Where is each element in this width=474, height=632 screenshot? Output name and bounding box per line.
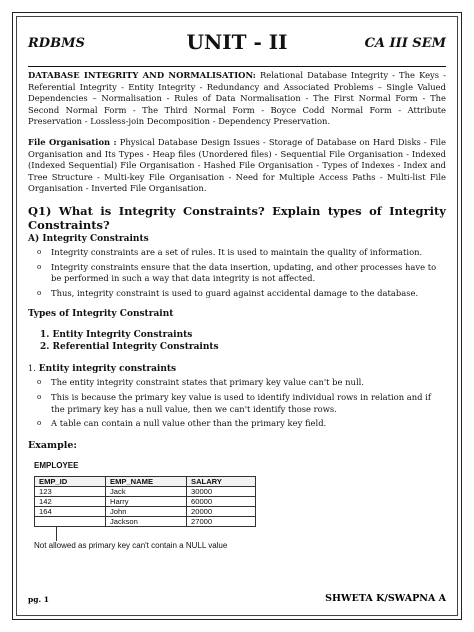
table-row [35,486,256,496]
page-number: pg. 1 [28,595,49,604]
header-subject: RDBMS [28,36,85,51]
list-item: 2. Referential Integrity Constraints [40,342,219,353]
types-list [28,329,446,353]
header-rule [28,66,446,67]
table-cell: Jackson [106,516,187,526]
circle-bullet-icon: o [37,419,42,428]
entity-heading-text: Entity integrity constraints [35,364,177,375]
bullet-text: Integrity constraints are a set of rules. It is used to maintain the quality of information. [51,246,423,257]
table-cell: 164 [35,506,106,516]
bullet-text: Integrity constraints ensure that the data insertion, updating, and other processes have to be performed in such a way that data integrity is not affected. [51,261,437,284]
header-unit: UNIT - II [186,30,288,54]
circle-bullet-icon: o [37,378,42,387]
circle-bullet-icon: o [37,247,42,256]
null-note-text: Not allowed as primary key can't contain a NULL value [34,540,228,550]
table-row [35,516,256,526]
db-integrity-text: Relational Database Integrity - The Keys - Referential Integrity - Entity Integrity - Redundancy and Associated Problems – Single Valued Dependencies – Normalisation - Rules of Data Normalisation - The First Normal Form - The Second Normal Form - The Third Normal Form - Boyce Codd Normal Form - Attribute Preservation - Lossless-join Decomposition - Dependency Preservation. [28,70,446,127]
table-cell: 20000 [187,506,256,516]
footer-author: SHWETA K/SWAPNA A [325,593,446,604]
bullet-text: Thus, integrity constraint is used to guard against accidental damage to the database. [51,287,419,298]
table-cell [35,516,106,526]
table-cell: 27000 [187,516,256,526]
entity-heading-number: 1. [28,364,36,374]
integrity-bullet-list [28,247,446,299]
bullet-text: The entity integrity constraint states that primary key value can't be null. [51,377,364,388]
list-item [28,418,446,430]
table-row [35,506,256,516]
syllabus-db-integrity [28,70,446,128]
example-label: Example: [28,439,77,451]
table-cell: 60000 [187,496,256,506]
page-content [28,32,446,553]
list-item [28,262,446,285]
callout-line [56,527,57,541]
list-item: 1. Entity Integrity Constraints [40,330,193,341]
table-cell: Harry [106,496,187,506]
file-org-text: Physical Database Design Issues - Storage of Database on Hard Disks - File Organisation and Its Types - Heap files (Unordered files) - Sequential File Organisation - Indexed (Indexed Sequential) File Organisation - Hashed File Organisation - Types of Indexes - Index and Tree Structure - Multi-key File Organisation - Need for Multiple Access Paths - Multi-list File Organisation - Inverted File Organisation. [28,136,446,194]
bullet-text: A table can contain a null value other than the primary key field. [51,418,327,429]
entity-heading [28,364,446,374]
list-item [28,377,446,389]
table-row [35,496,256,506]
employee-table-title: EMPLOYEE [34,460,79,470]
list-item [28,247,446,259]
table-header-row [35,476,256,486]
page-footer [28,595,446,609]
table-cell: 30000 [187,486,256,496]
column-header: EMP_NAME [106,476,187,486]
list-item [28,392,446,415]
table-cell: Jack [106,486,187,496]
question-heading: Q1) What is Integrity Constraints? Explain types of Integrity Constraints? [28,203,446,232]
table-cell: John [106,506,187,516]
column-header: EMP_ID [35,476,106,486]
header-semester: CA III SEM [364,36,446,51]
answer-subheading: A) Integrity Constraints [28,233,149,244]
circle-bullet-icon: o [37,262,42,271]
bullet-text: This is because the primary key value is used to identify individual rows in relation and if the primary key has a null value, then we can't identify those rows. [51,391,431,414]
table-cell: 142 [35,496,106,506]
types-heading: Types of Integrity Constraint [28,309,174,320]
employee-table [34,476,256,527]
null-note-callout [34,527,446,553]
entity-bullet-list [28,377,446,429]
page-header [28,32,446,60]
syllabus-file-org [28,137,446,195]
table-cell: 123 [35,486,106,496]
list-item [28,288,446,300]
column-header: SALARY [187,476,256,486]
file-org-title: File Organisation : [28,136,117,147]
circle-bullet-icon: o [37,288,42,297]
db-integrity-title: DATABASE INTEGRITY AND NORMALISATION: [28,70,256,80]
circle-bullet-icon: o [37,392,42,401]
